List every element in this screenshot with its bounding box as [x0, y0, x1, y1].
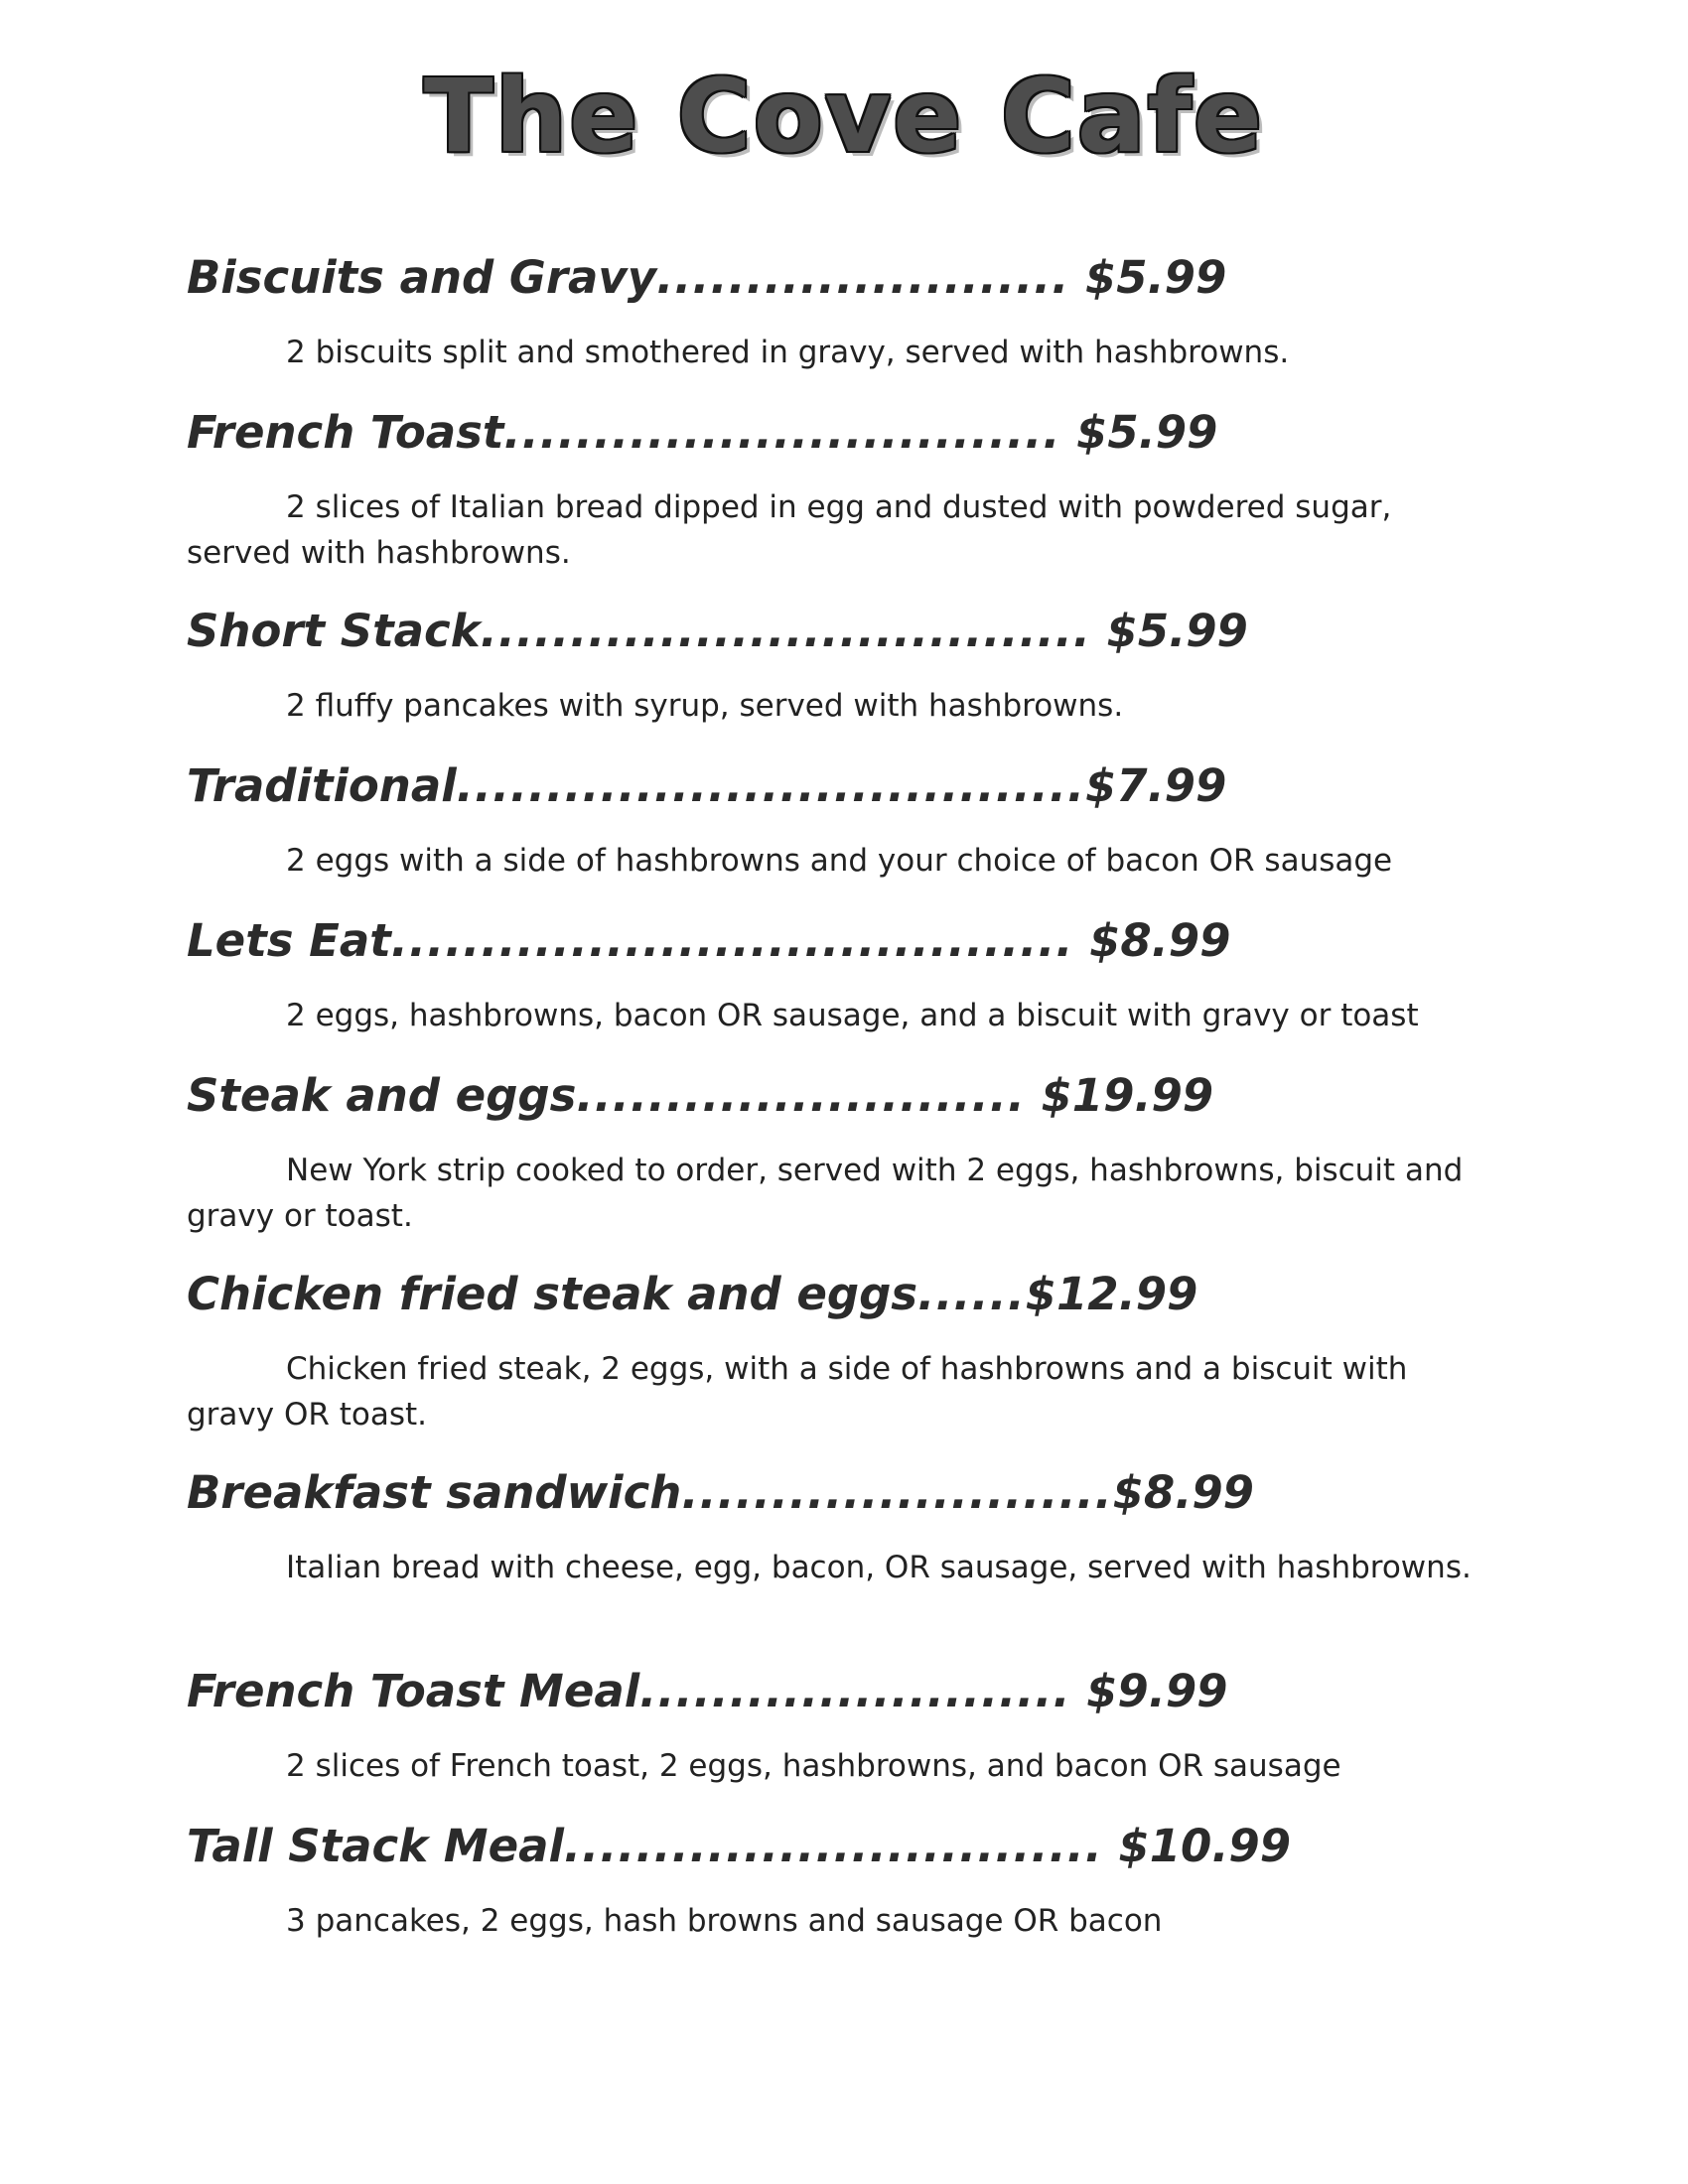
item-heading: [187, 604, 1477, 659]
item-description: 3 pancakes, 2 eggs, hash browns and sausage OR bacon: [286, 1903, 1163, 1939]
item-heading: [187, 1267, 1477, 1322]
item-heading: [187, 250, 1477, 306]
item-price: $8.99: [1112, 1466, 1254, 1519]
item-price: $10.99: [1118, 1820, 1292, 1872]
item-description: Chicken fried steak, 2 eggs, with a side of hashbrowns and a biscuit with gravy OR toast.: [187, 1351, 1408, 1433]
item-name: French Toast: [187, 406, 504, 459]
item-description: 2 eggs with a side of hashbrowns and your choice of bacon OR sausage: [286, 843, 1393, 879]
item-dots: ..............................: [563, 1820, 1103, 1872]
item-description: New York strip cooked to order, served with 2 eggs, hashbrowns, biscuit and gravy or toast.: [187, 1153, 1464, 1234]
item-price: $9.99: [1086, 1665, 1228, 1717]
menu-item-biscuits-and-gravy: [187, 250, 1477, 375]
item-heading: [187, 1068, 1477, 1124]
item-name: Breakfast sandwich: [187, 1466, 682, 1519]
item-name: Lets Eat: [187, 914, 391, 967]
menu-item-tall-stack-meal: [187, 1819, 1477, 1944]
item-description: Italian bread with cheese, egg, bacon, OR sausage, served with hashbrowns.: [286, 1550, 1472, 1585]
item-dots: ......: [917, 1268, 1026, 1320]
menu-item-french-toast-meal: [187, 1664, 1477, 1789]
item-name: Chicken fried steak and eggs: [187, 1268, 918, 1320]
item-description: 2 eggs, hashbrowns, bacon OR sausage, and a biscuit with gravy or toast: [286, 998, 1419, 1033]
item-dots: ........................: [681, 1466, 1113, 1519]
item-price: $19.99: [1041, 1069, 1214, 1122]
menu-item-breakfast-sandwich: [187, 1465, 1477, 1590]
item-price: $8.99: [1089, 914, 1231, 967]
item-dots: ......................................: [390, 914, 1074, 967]
menu-item-traditional: [187, 758, 1477, 884]
item-price: $5.99: [1106, 605, 1248, 657]
page-title: The Cove Cafe: [423, 58, 1265, 176]
item-dots: ...............................: [503, 406, 1061, 459]
item-price: $5.99: [1076, 406, 1218, 459]
item-description: 2 fluffy pancakes with syrup, served with hashbrowns.: [286, 688, 1124, 724]
item-heading: [187, 758, 1477, 814]
item-name: Steak and eggs: [187, 1069, 577, 1122]
menu-item-french-toast: [187, 405, 1477, 576]
item-price: $12.99: [1025, 1268, 1198, 1320]
item-dots: .........................: [576, 1069, 1026, 1122]
item-name: Short Stack: [187, 605, 481, 657]
item-dots: .......................: [656, 251, 1070, 304]
menu-item-chicken-fried-steak: [187, 1267, 1477, 1437]
item-heading: [187, 1819, 1477, 1874]
item-heading: [187, 405, 1477, 461]
item-heading: [187, 1465, 1477, 1521]
item-description: 2 slices of Italian bread dipped in egg and dusted with powdered sugar, served with hashbrowns.: [187, 489, 1392, 571]
item-description: 2 slices of French toast, 2 eggs, hashbrowns, and bacon OR sausage: [286, 1748, 1341, 1784]
item-price: $5.99: [1084, 251, 1227, 304]
item-dots: ........................: [639, 1665, 1071, 1717]
item-name: French Toast Meal: [187, 1665, 640, 1717]
item-price: $7.99: [1084, 759, 1227, 812]
item-description: 2 biscuits split and smothered in gravy, served with hashbrowns.: [286, 335, 1290, 370]
item-name: Tall Stack Meal: [187, 1820, 564, 1872]
item-name: Biscuits and Gravy: [187, 251, 657, 304]
item-heading: [187, 913, 1477, 969]
menu-item-steak-and-eggs: [187, 1068, 1477, 1239]
item-heading: [187, 1664, 1477, 1719]
menu-item-short-stack: [187, 604, 1477, 729]
menu-item-lets-eat: [187, 913, 1477, 1038]
item-dots: ...................................: [456, 759, 1085, 812]
item-name: Traditional: [187, 759, 457, 812]
item-dots: ..................................: [480, 605, 1091, 657]
